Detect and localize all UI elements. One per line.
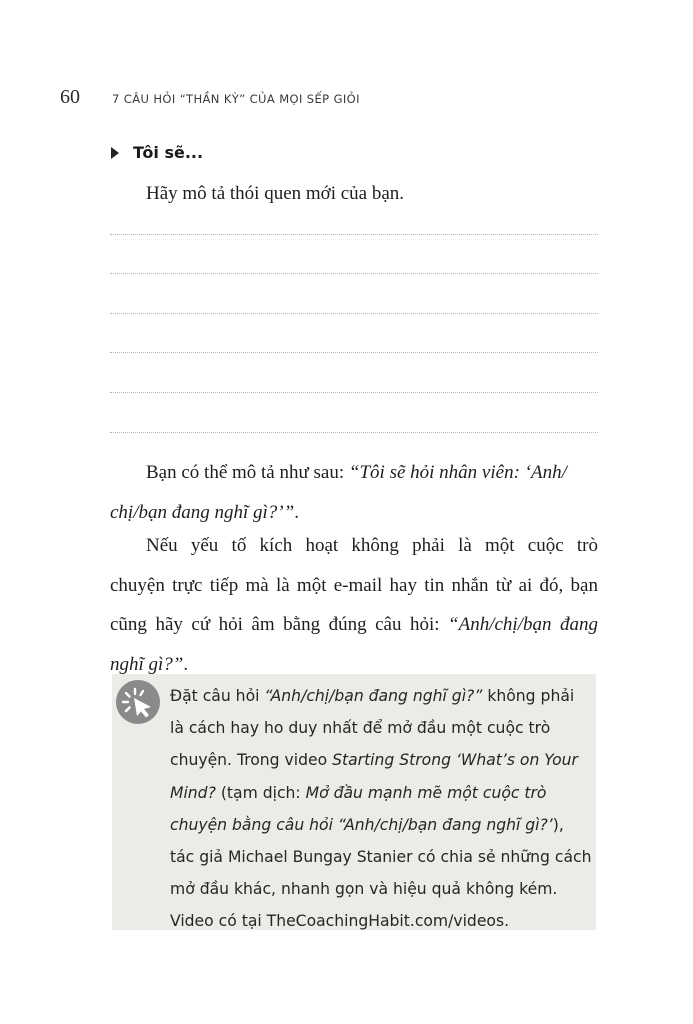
section-heading bbox=[111, 143, 203, 162]
running-title: 7 CÂU HỎI “THẦN KỲ” CỦA MỌI SẾP GIỎI bbox=[112, 92, 360, 106]
quote-text: chị/bạn đang nghĩ gì?’” bbox=[110, 501, 295, 523]
quote-text: “Tôi sẽ hỏi nhân viên: ‘Anh/ bbox=[348, 462, 567, 483]
cursor-click-icon bbox=[116, 680, 160, 724]
quote-text: nghĩ gì?” bbox=[110, 653, 184, 675]
running-header bbox=[60, 86, 360, 109]
answer-line[interactable] bbox=[110, 313, 598, 314]
triangle-bullet-icon bbox=[111, 147, 119, 159]
paragraph-text: chuyện trực tiếp mà là một e-mail hay tin nhắn từ ai đó, bạn bbox=[110, 574, 598, 596]
paragraph-trigger bbox=[110, 526, 598, 684]
paragraph-text: cũng hãy cứ hỏi âm bằng đúng câu hỏi: bbox=[110, 614, 449, 635]
callout-text: Đặt câu hỏi “Anh/chị/bạn đang nghĩ gì?” không phải là cách hay ho duy nhất để mở đầu một cuộc trò chuyện. Trong video Starting Strong ‘What’s on Your Mind? (tạm dịch: Mở đầu mạnh mẽ một cuộc trò chuyện bằng câu hỏi “Anh/chị/bạn đang nghĩ gì?’), tác giả Michael Bungay Stanier có chia sẻ những cách mở đầu khác, nhanh gọn và hiệu quả không kém. Video có tại TheCoachingHabit.com/videos. bbox=[170, 680, 588, 938]
answer-line[interactable] bbox=[110, 352, 598, 353]
quote-text: “Anh/chị/bạn đang bbox=[448, 614, 598, 635]
answer-line[interactable] bbox=[110, 392, 598, 393]
answer-line[interactable] bbox=[110, 273, 598, 274]
section-title: Tôi sẽ... bbox=[133, 143, 204, 162]
answer-line[interactable] bbox=[110, 432, 598, 433]
callout-box bbox=[112, 674, 596, 930]
paragraph-text: Bạn có thể mô tả như sau: bbox=[146, 462, 349, 483]
exercise-prompt: Hãy mô tả thói quen mới của bạn. bbox=[146, 183, 405, 204]
paragraph-text: . bbox=[294, 501, 299, 523]
video-link-text[interactable]: Video có tại TheCoachingHabit.com/videos. bbox=[170, 912, 510, 931]
paragraph-text: . bbox=[183, 653, 189, 675]
page-number: 60 bbox=[60, 86, 80, 108]
answer-line[interactable] bbox=[110, 234, 598, 235]
paragraph-text: Nếu yếu tố kích hoạt không phải là một cuộc trò bbox=[146, 535, 598, 556]
paragraph-example bbox=[110, 453, 598, 532]
